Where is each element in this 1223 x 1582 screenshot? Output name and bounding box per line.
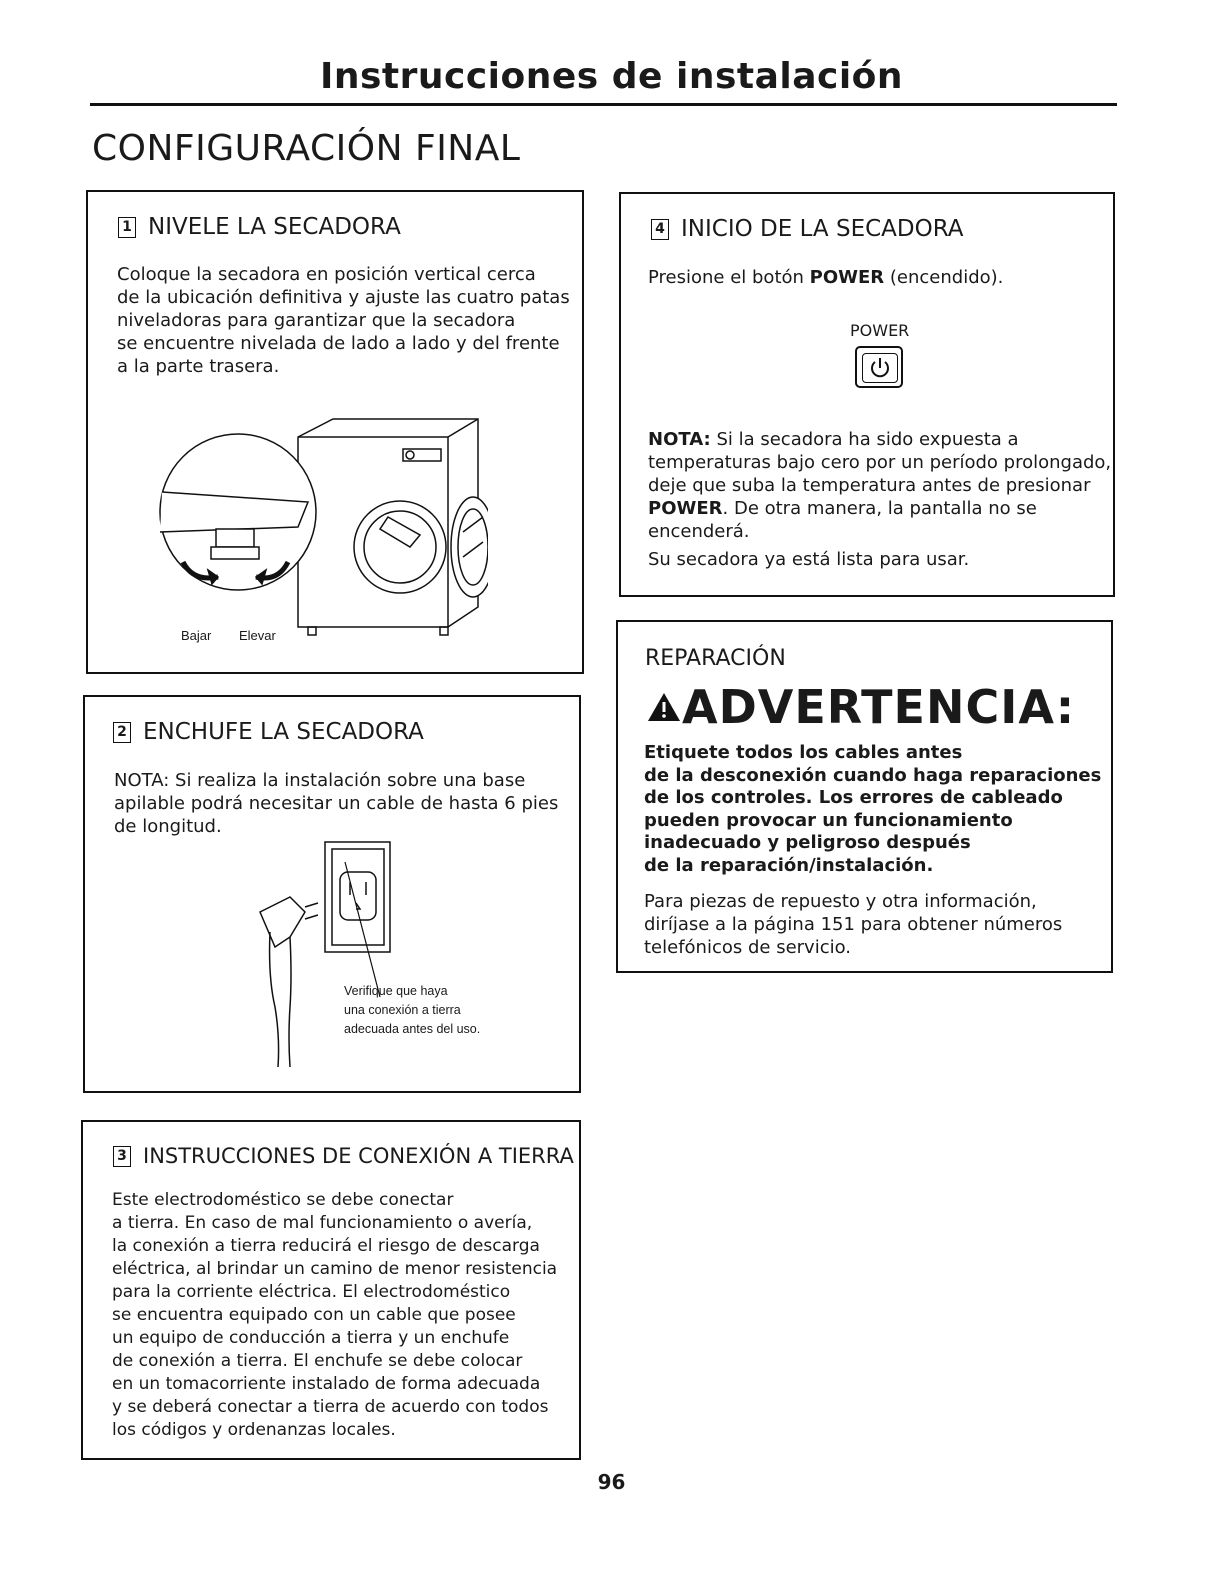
step3-line: y se deberá conectar a tierra de acuerdo con todos bbox=[112, 1397, 549, 1417]
step4-title-text: INICIO DE LA SECADORA bbox=[681, 216, 964, 242]
step4-note bbox=[648, 428, 1111, 571]
step1-caption-lower: Bajar bbox=[181, 628, 212, 643]
step4-note-label: NOTA: bbox=[648, 429, 711, 450]
step4-number: 4 bbox=[651, 219, 669, 240]
dryer-leveling-illustration bbox=[148, 407, 488, 652]
step1-number: 1 bbox=[118, 217, 136, 238]
page-number: 96 bbox=[597, 1470, 626, 1494]
step3-line: un equipo de conducción a tierra y un enchufe bbox=[112, 1328, 510, 1348]
step3-line: se encuentra equipado con un cable que posee bbox=[112, 1305, 516, 1325]
repair-bold-line: Etiquete todos los cables antes bbox=[644, 742, 963, 763]
step3-line: en un tomacorriente instalado de forma adecuada bbox=[112, 1374, 541, 1394]
step2-line: NOTA: Si realiza la instalación sobre una base bbox=[114, 770, 526, 791]
step4-box bbox=[619, 192, 1115, 597]
step2-title-text: ENCHUFE LA SECADORA bbox=[143, 719, 424, 745]
step3-line: los códigos y ordenanzas locales. bbox=[112, 1420, 396, 1440]
step4-note-line: encenderá. bbox=[648, 521, 750, 542]
repair-line: telefónicos de servicio. bbox=[644, 937, 852, 958]
repair-bold-line: inadecuado y peligroso después bbox=[644, 832, 971, 853]
step2-caption-line: una conexión a tierra bbox=[344, 1003, 461, 1017]
step3-line: la conexión a tierra reducirá el riesgo de descarga bbox=[112, 1236, 540, 1256]
step2-line: de longitud. bbox=[114, 816, 222, 837]
step2-caption-line: adecuada antes del uso. bbox=[344, 1022, 481, 1036]
warning-heading bbox=[646, 680, 1075, 734]
step1-line: de la ubicación definitiva y ajuste las cuatro patas bbox=[117, 287, 570, 308]
repair-title: REPARACIÓN bbox=[645, 646, 786, 671]
step3-line: a tierra. En caso de mal funcionamiento o avería, bbox=[112, 1213, 533, 1233]
step2-caption bbox=[344, 982, 480, 1039]
step2-number: 2 bbox=[113, 722, 131, 743]
step1-line: a la parte trasera. bbox=[117, 356, 280, 377]
power-button bbox=[855, 346, 903, 388]
power-label: POWER bbox=[850, 321, 910, 340]
step3-line: Este electrodoméstico se debe conectar bbox=[112, 1190, 454, 1210]
step4-note-line: Si la secadora ha sido expuesta a bbox=[710, 429, 1019, 450]
repair-box bbox=[616, 620, 1113, 973]
step3-line: de conexión a tierra. El enchufe se debe colocar bbox=[112, 1351, 523, 1371]
step3-line: eléctrica, al brindar un camino de menor resistencia bbox=[112, 1259, 558, 1279]
page-header-title: Instrucciones de instalación bbox=[319, 56, 904, 97]
warning-triangle-icon bbox=[646, 691, 682, 723]
step4-note-line: deje que suba la temperatura antes de presionar bbox=[648, 475, 1091, 496]
step1-title bbox=[118, 214, 401, 240]
step4-intro bbox=[648, 266, 1003, 289]
repair-bold-line: de la desconexión cuando haga reparaciones bbox=[644, 764, 1102, 786]
step3-body bbox=[112, 1189, 557, 1442]
step2-box bbox=[83, 695, 581, 1093]
plug-outlet-illustration bbox=[250, 837, 400, 1077]
warning-text: ADVERTENCIA: bbox=[682, 680, 1076, 734]
step2-line: apilable podrá necesitar un cable de hasta 6 pies bbox=[114, 793, 559, 814]
step4-intro-pre: Presione el botón bbox=[648, 267, 810, 288]
repair-line: Para piezas de repuesto y otra información, bbox=[644, 891, 1037, 912]
step1-line: niveladoras para garantizar que la secadora bbox=[117, 310, 516, 331]
step1-box bbox=[86, 190, 584, 674]
repair-bold-line: pueden provocar un funcionamiento bbox=[644, 809, 1013, 831]
step4-intro-bold: POWER bbox=[809, 267, 885, 288]
step2-body bbox=[114, 769, 558, 838]
step1-line: se encuentre nivelada de lado a lado y del frente bbox=[117, 333, 560, 354]
power-icon bbox=[869, 356, 891, 380]
step4-note-line: . De otra manera, la pantalla no se bbox=[722, 498, 1037, 519]
repair-body bbox=[644, 890, 1062, 959]
header-divider bbox=[90, 103, 1117, 106]
step1-line: Coloque la secadora en posición vertical cerca bbox=[117, 264, 536, 285]
repair-bold-text bbox=[644, 742, 1101, 877]
step3-number: 3 bbox=[113, 1146, 131, 1167]
step4-note-power: POWER bbox=[648, 498, 723, 519]
step4-intro-post: (encendido). bbox=[884, 267, 1004, 288]
step1-caption-raise: Elevar bbox=[239, 628, 276, 643]
section-title: CONFIGURACIÓN FINAL bbox=[92, 128, 521, 169]
step2-title bbox=[113, 719, 424, 745]
step1-title-text: NIVELE LA SECADORA bbox=[148, 214, 401, 240]
repair-line: diríjase a la página 151 para obtener números bbox=[644, 914, 1063, 935]
step1-body bbox=[117, 263, 570, 378]
step3-title-text: INSTRUCCIONES DE CONEXIÓN A TIERRA bbox=[143, 1144, 574, 1168]
step3-title bbox=[113, 1144, 574, 1168]
repair-bold-line: de los controles. Los errores de cableado bbox=[644, 787, 1063, 808]
step4-note-line: temperaturas bajo cero por un período prolongado, bbox=[648, 452, 1112, 473]
step4-title bbox=[651, 216, 964, 242]
step2-caption-line: Verifique que haya bbox=[344, 984, 448, 998]
step4-ready: Su secadora ya está lista para usar. bbox=[648, 549, 970, 570]
step3-box bbox=[81, 1120, 581, 1460]
step3-line: para la corriente eléctrica. El electrodoméstico bbox=[112, 1282, 511, 1302]
repair-bold-line: de la reparación/instalación. bbox=[644, 854, 934, 876]
